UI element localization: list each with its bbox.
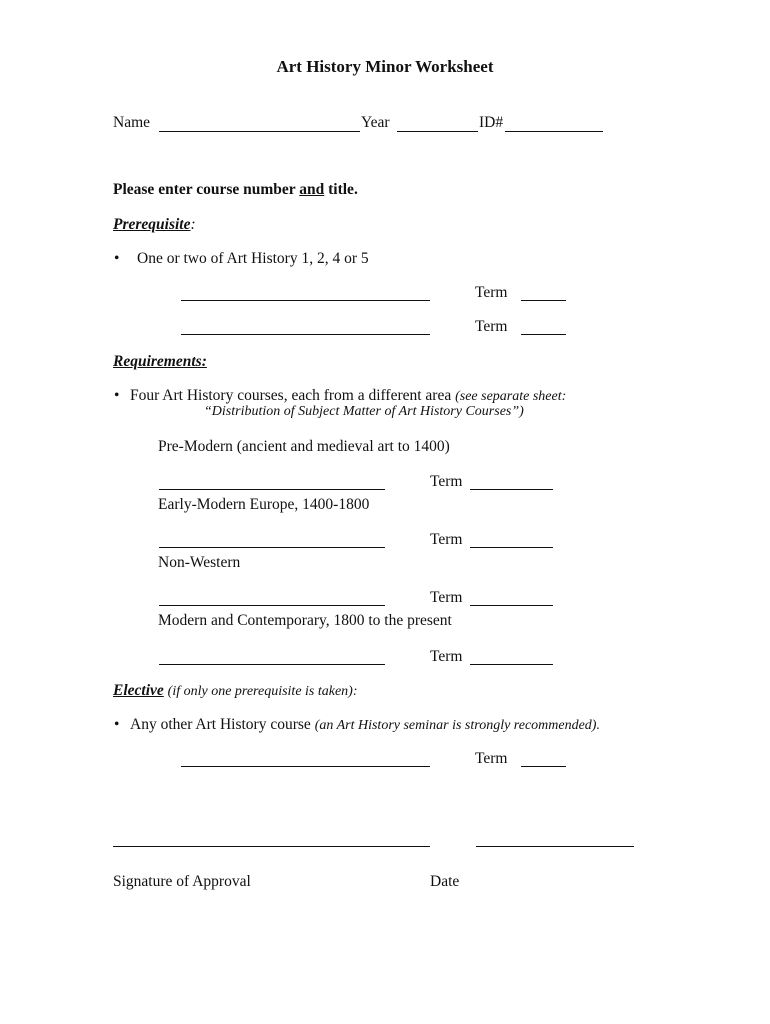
instruction-before: Please enter course number bbox=[113, 181, 296, 198]
area-earlymodern-term-field[interactable] bbox=[470, 547, 553, 548]
year-field[interactable] bbox=[397, 131, 478, 132]
bullet-icon: • bbox=[114, 716, 120, 733]
id-field[interactable] bbox=[505, 131, 603, 132]
prereq-term-1-field[interactable] bbox=[521, 300, 566, 301]
instruction-after: title. bbox=[324, 181, 358, 198]
elective-term-field[interactable] bbox=[521, 766, 566, 767]
area-premodern-term-label: Term bbox=[430, 473, 463, 490]
area-modern-term-label: Term bbox=[430, 648, 463, 665]
year-label: Year bbox=[361, 114, 390, 131]
area-nonwestern-term-label: Term bbox=[430, 589, 463, 606]
requirements-heading: Requirements: bbox=[113, 353, 207, 370]
signature-label: Signature of Approval bbox=[113, 873, 251, 890]
elective-bullet bbox=[130, 717, 600, 733]
bullet-icon: • bbox=[114, 387, 120, 404]
id-label: ID# bbox=[479, 114, 504, 131]
area-modern-course-field[interactable] bbox=[159, 664, 385, 665]
prerequisite-bullet: One or two of Art History 1, 2, 4 or 5 bbox=[137, 250, 369, 267]
date-field[interactable] bbox=[476, 846, 634, 847]
requirements-bullet-note: (see separate sheet: bbox=[455, 389, 567, 404]
signature-field[interactable] bbox=[113, 846, 430, 847]
area-nonwestern-label: Non-Western bbox=[158, 554, 241, 571]
area-modern-term-field[interactable] bbox=[470, 664, 553, 665]
prereq-course-2-field[interactable] bbox=[181, 334, 430, 335]
area-premodern-label: Pre-Modern (ancient and medieval art to 1400) bbox=[158, 438, 450, 455]
elective-course-field[interactable] bbox=[181, 766, 430, 767]
name-label: Name bbox=[113, 114, 151, 131]
requirements-bullet bbox=[130, 388, 566, 404]
prereq-course-1-field[interactable] bbox=[181, 300, 430, 301]
page-title: Art History Minor Worksheet bbox=[276, 57, 494, 76]
prerequisite-heading-label: Prerequisite bbox=[113, 216, 191, 233]
name-field[interactable] bbox=[159, 131, 360, 132]
area-premodern-course-field[interactable] bbox=[159, 489, 385, 490]
area-nonwestern-course-field[interactable] bbox=[159, 605, 385, 606]
elective-note: (if only one prerequisite is taken): bbox=[167, 684, 358, 699]
elective-term-label: Term bbox=[475, 750, 508, 767]
elective-heading bbox=[113, 683, 358, 699]
area-earlymodern-course-field[interactable] bbox=[159, 547, 385, 548]
prerequisite-heading bbox=[113, 217, 196, 233]
elective-heading-label: Elective bbox=[113, 682, 164, 699]
requirements-bullet-main: Four Art History courses, each from a different area bbox=[130, 387, 452, 404]
area-modern-label: Modern and Contemporary, 1800 to the present bbox=[158, 612, 452, 629]
prereq-term-1-label: Term bbox=[475, 284, 508, 301]
area-premodern-term-field[interactable] bbox=[470, 489, 553, 490]
prereq-term-2-label: Term bbox=[475, 318, 508, 335]
prereq-term-2-field[interactable] bbox=[521, 334, 566, 335]
requirements-bullet-note-2: “Distribution of Subject Matter of Art History Courses”) bbox=[204, 404, 524, 419]
bullet-icon: • bbox=[114, 250, 120, 267]
instruction-text bbox=[113, 182, 358, 198]
prerequisite-colon: : bbox=[190, 216, 196, 233]
elective-bullet-main: Any other Art History course bbox=[130, 716, 311, 733]
elective-bullet-note: (an Art History seminar is strongly recommended). bbox=[314, 718, 600, 733]
instruction-emphasis: and bbox=[299, 181, 325, 198]
date-label: Date bbox=[430, 873, 460, 890]
area-earlymodern-label: Early-Modern Europe, 1400-1800 bbox=[158, 496, 370, 513]
area-earlymodern-term-label: Term bbox=[430, 531, 463, 548]
area-nonwestern-term-field[interactable] bbox=[470, 605, 553, 606]
